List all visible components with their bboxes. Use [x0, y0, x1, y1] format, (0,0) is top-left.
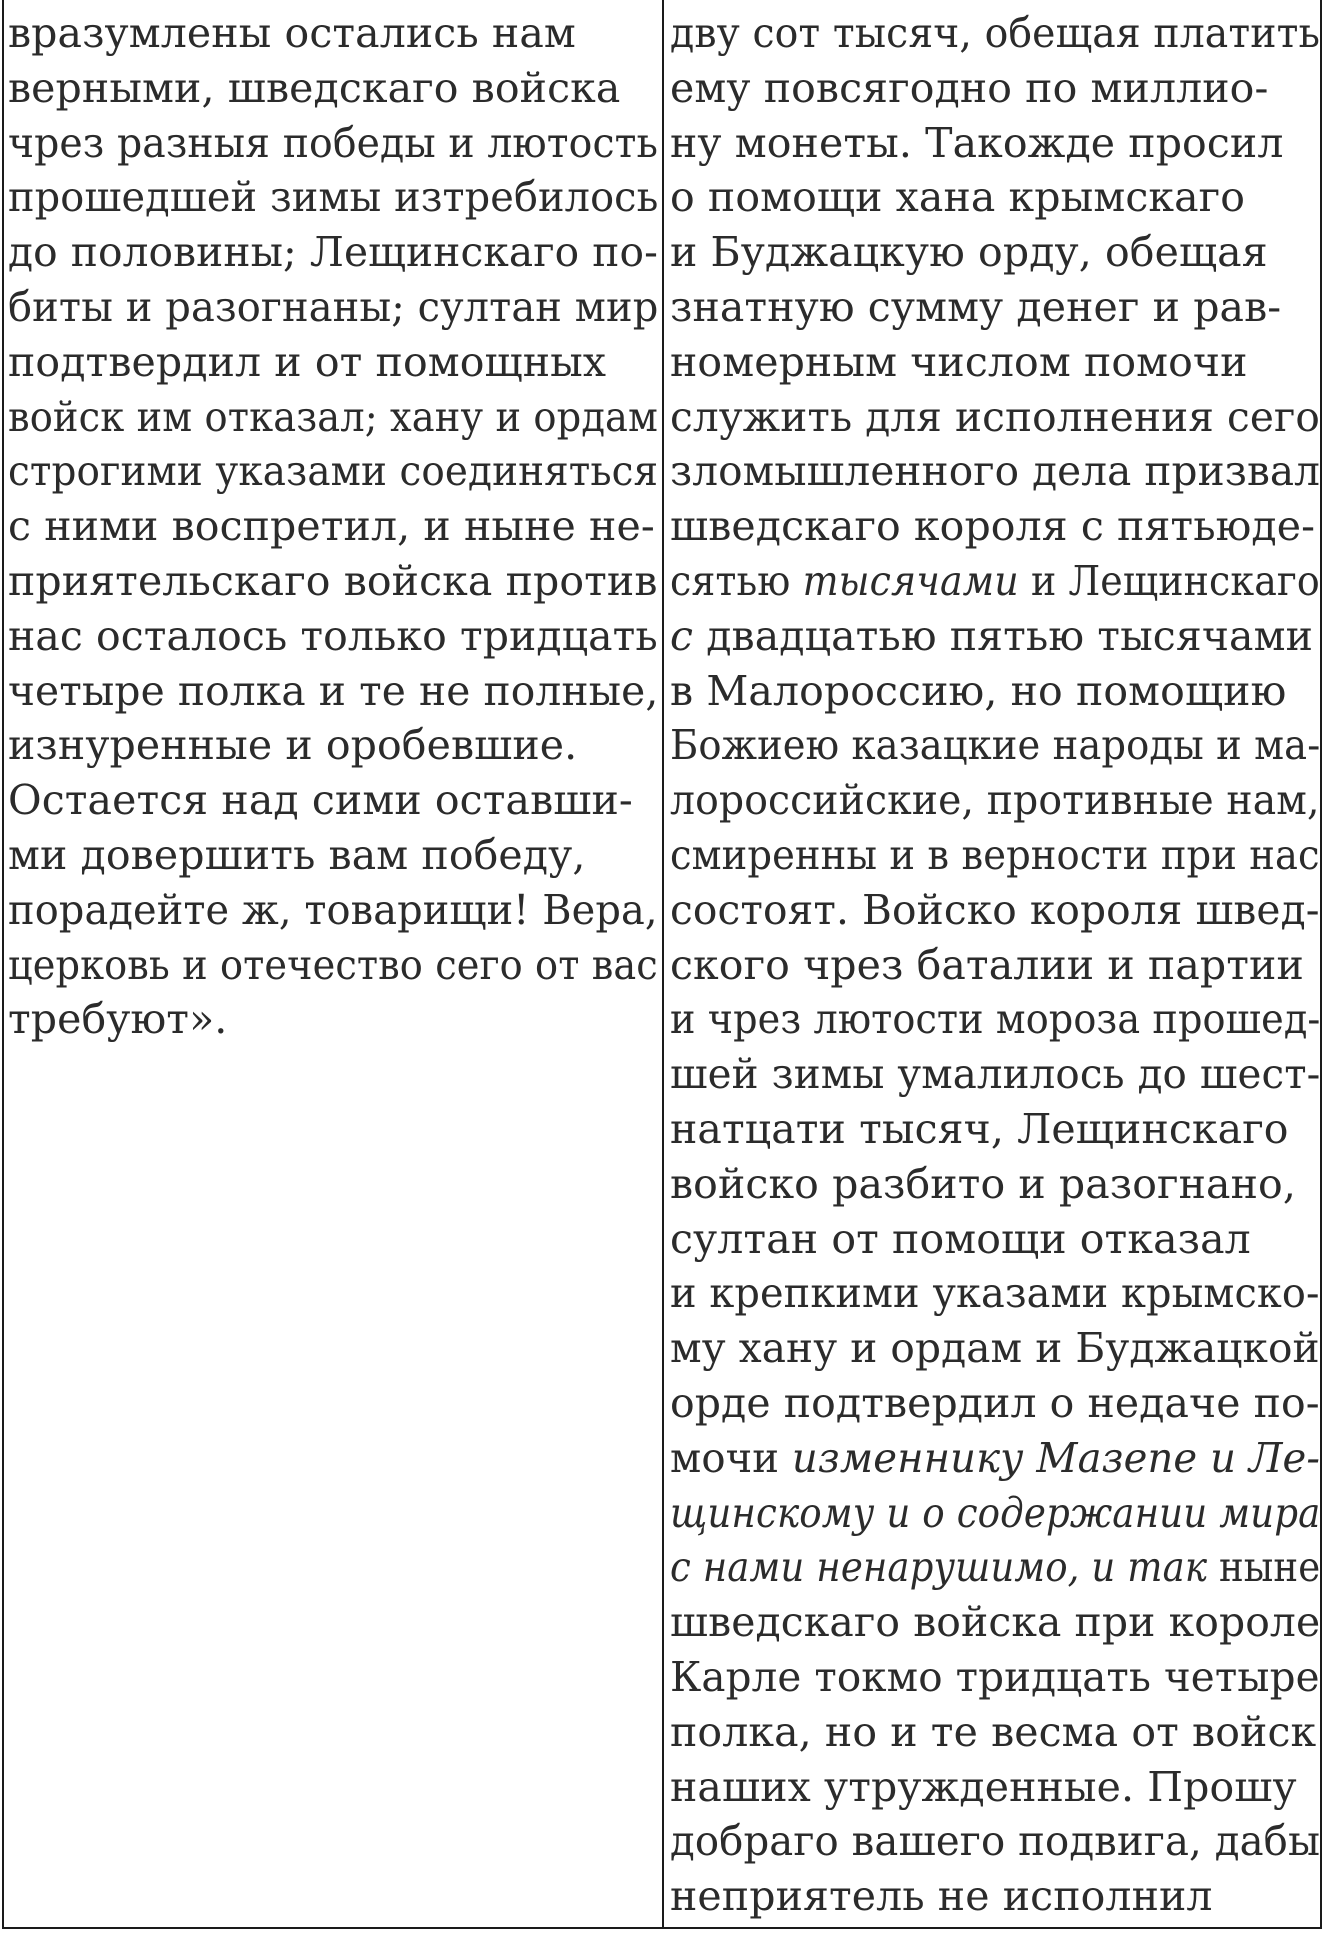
text-line	[670, 1540, 1321, 1595]
text-line: шей зимы умалилось до шест-	[670, 1050, 1321, 1099]
text-line: шведскаго короля с пятьюде-	[670, 502, 1316, 551]
text-line: до половины; Лещинскаго по-	[8, 228, 658, 277]
text-line: неприятель не исполнил	[670, 1872, 1213, 1921]
text-line: орде подтвердил о недаче по-	[670, 1378, 1320, 1427]
text-line: войск им отказал; хану и ордам	[8, 392, 659, 441]
text-line	[670, 1431, 1321, 1486]
text-line: лороссийские, противные нам,	[670, 776, 1320, 825]
text-line: с ними воспретил, и ныне не-	[8, 502, 655, 551]
text-line: биты и разогнаны; султан мир	[8, 282, 659, 331]
text-line: Остается над сими оставши-	[8, 776, 633, 825]
text-line: служить для исполнения сего	[670, 392, 1320, 441]
text-line: му хану и ордам и Буджацкой	[670, 1324, 1320, 1373]
text-line: о помощи хана крымскаго	[670, 173, 1246, 222]
text-line: четыре полка и те не полные,	[8, 666, 659, 715]
text-line: требуют».	[8, 995, 228, 1044]
text-line: нас осталось только тридцать	[8, 611, 658, 660]
text-line: номерным числом помочи	[670, 337, 1248, 386]
left-column-text	[8, 6, 658, 1047]
column-divider	[662, 0, 664, 1929]
text-line: церковь и отечество сего от вас	[8, 940, 658, 989]
text-line: и чрез лютости мороза прошед-	[670, 995, 1321, 1044]
text-line: ми довершить вам победу,	[8, 830, 586, 879]
text-line: ему повсягодно по миллио-	[670, 63, 1269, 112]
text-line: в Малороссию, но помощию	[670, 666, 1287, 715]
text-line: Божиею казацкие народы и ма-	[670, 721, 1321, 770]
text-line: чрез разныя победы и лютость	[8, 118, 659, 167]
text-line: натцати тысяч, Лещинскаго	[670, 1104, 1289, 1153]
italic-fragment: изменнику Мазепе и Ле-	[791, 1433, 1321, 1482]
text-fragment: мочи	[670, 1433, 780, 1482]
text-fragment: ныне	[1218, 1543, 1321, 1592]
text-line: добраго вашего подвига, дабы	[670, 1817, 1321, 1866]
text-line: прошедшей зимы изтребилось	[8, 173, 659, 222]
italic-fragment: с	[670, 611, 694, 660]
text-line: полка, но и те весма от войск	[670, 1707, 1317, 1756]
text-line: и Буджацкую орду, обещая	[670, 228, 1268, 277]
text-line: верными, шведскаго войска	[8, 63, 621, 112]
text-line	[670, 554, 1320, 609]
text-line: султан от помощи отказал	[670, 1214, 1251, 1263]
text-line: строгими указами соединяться	[8, 447, 659, 496]
text-line: Карле токмо тридцать четыре	[670, 1652, 1320, 1701]
text-fragment: и Лещинскаго	[1030, 556, 1320, 605]
right-column-text	[670, 6, 1320, 1924]
text-line: войско разбито и разогнано,	[670, 1159, 1296, 1208]
italic-fragment: с нами ненарушимо, и так	[670, 1543, 1208, 1592]
text-line: шведскаго войска при короле	[670, 1598, 1321, 1647]
text-fragment: сятью	[670, 556, 791, 605]
text-line: ну монеты. Такожде просил	[670, 118, 1284, 167]
italic-fragment: тысячами	[802, 556, 1019, 605]
text-line: ского чрез баталии и партии	[670, 940, 1304, 989]
text-line	[670, 609, 1320, 664]
text-line: знатную сумму денег и рав-	[670, 282, 1282, 331]
text-line: приятельскаго войска против	[8, 556, 658, 605]
text-line: щинскому и о содержании мира	[670, 1488, 1321, 1537]
text-line: вразумлены остались нам	[8, 9, 576, 57]
text-line: подтвердил и от помощных	[8, 337, 607, 386]
text-line: наших утружденные. Прошу	[670, 1762, 1297, 1811]
text-line: дву сот тысяч, обещая платить	[670, 9, 1320, 57]
text-fragment: двадцатью пятью тысячами	[706, 611, 1313, 660]
text-line: порадейте ж, товарищи! Вера,	[8, 885, 658, 934]
text-line: смиренны и в верности при нас	[670, 830, 1320, 879]
text-line: изнуренные и оробевшие.	[8, 721, 578, 770]
text-line: и крепкими указами крымско-	[670, 1269, 1320, 1318]
text-line: зломышленного дела призвал	[670, 447, 1321, 496]
text-line: состоят. Войско короля швед-	[670, 885, 1320, 934]
